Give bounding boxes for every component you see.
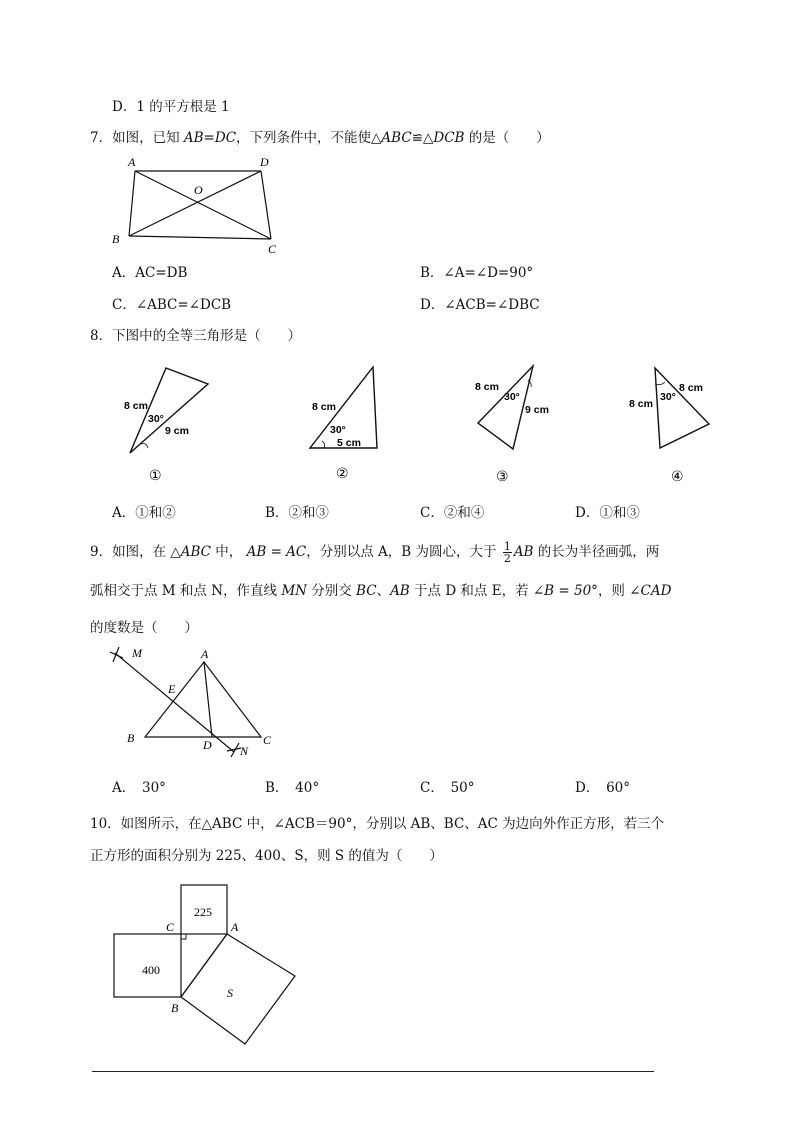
q7-option-c: C．∠ABC=∠DCB (112, 297, 232, 313)
q9-label-c: C (263, 733, 272, 747)
q9-stem-line2: 弧相交于点 M 和点 N，作直线 MN 分别交 BC、AB 于点 D 和点 E，若 ∠B = 50°，则 ∠CAD (90, 583, 672, 599)
q8-fig4-side-b: 8 cm (679, 382, 703, 394)
q8-fig3-side-a: 8 cm (475, 381, 499, 393)
q8-fig2-side-a: 8 cm (312, 401, 336, 413)
q10-stem-line2: 正方形的面积分别为 225、400、S，则 S 的值为（ ） (90, 848, 443, 864)
q10-figure (108, 880, 308, 1050)
q8-fig4-angle: 30° (660, 391, 676, 403)
q10-label-b: B (171, 1001, 179, 1015)
q9-label-b: B (127, 731, 135, 745)
q8-fig2-side-b: 5 cm (337, 437, 361, 449)
q8-option-d: D．①和③ (575, 505, 640, 521)
q8-fig3-side-b: 9 cm (525, 404, 549, 416)
q7-stem: 7．如图，已知 AB=DC，下列条件中，不能使△ABC≌△DCB 的是（ ） (90, 130, 550, 146)
q9-figure (105, 645, 295, 770)
q7-figure (108, 155, 298, 260)
q8-fig1-angle: 30° (148, 413, 164, 425)
q9-stem-line3: 的度数是（ ） (90, 620, 198, 636)
q7-label-c: C (268, 242, 277, 256)
q7-label-o: O (194, 183, 203, 197)
q10-square-big-label: S (227, 986, 233, 1000)
q8-figure-3 (470, 362, 570, 487)
q7-label-d: D (260, 155, 269, 169)
q9-fraction: $\frac{1}{2}$ (503, 540, 511, 565)
q8-option-b: B．②和③ (265, 505, 329, 521)
q9-label-n: N (240, 744, 249, 758)
footer-divider (92, 1071, 654, 1072)
q8-fig3-angle: 30° (504, 391, 520, 403)
q7-option-d: D．∠ACB=∠DBC (420, 297, 540, 313)
q8-fig1-number: ① (149, 468, 162, 484)
q7-option-b: B．∠A=∠D=90° (420, 265, 534, 281)
q10-square-small-label: 225 (194, 905, 212, 919)
q8-stem: 8．下图中的全等三角形是（ ） (90, 328, 302, 344)
q6-option-d: D．1 的平方根是 1 (112, 99, 230, 115)
q8-fig4-side-a: 8 cm (629, 398, 653, 410)
q9-option-d: D． 60° (575, 780, 631, 796)
q8-option-a: A．①和② (112, 505, 176, 521)
q7-label-a: A (128, 155, 136, 169)
q8-fig3-number: ③ (496, 469, 509, 485)
q9-option-a: A． 30° (112, 780, 166, 796)
q9-stem-line1: 9．如图，在 △ABC 中， AB = AC，分别以点 A，B 为圆心，大于 $\frac{1}{2}$ AB 的长为半径画弧，两 (90, 540, 660, 565)
q8-figure-4 (625, 362, 725, 487)
q7-label-b: B (112, 232, 120, 246)
q10-label-a: A (231, 920, 239, 934)
q9-label-d: D (203, 738, 212, 752)
q8-fig2-angle: 30° (330, 424, 346, 436)
q9-label-e: E (168, 682, 176, 696)
q8-figure-1 (118, 362, 218, 487)
q8-fig1-side-b: 9 cm (165, 425, 189, 437)
q10-stem-line1: 10．如图所示，在△ABC 中，∠ACB＝90°，分别以 AB、BC、AC 为边向外作正方形，若三个 (90, 816, 665, 832)
q8-fig4-number: ④ (671, 469, 684, 485)
q10-square-left-label: 400 (142, 963, 160, 977)
q9-label-m: M (132, 646, 142, 660)
q7-option-a: A．AC=DB (112, 265, 188, 281)
q8-fig2-number: ② (336, 466, 349, 482)
q10-label-c: C (166, 920, 175, 934)
q8-figure-2 (305, 362, 405, 487)
q9-label-a: A (201, 647, 209, 661)
q8-fig1-side-a: 8 cm (124, 400, 148, 412)
q9-option-c: C． 50° (420, 780, 475, 796)
q9-option-b: B． 40° (265, 780, 320, 796)
q8-option-c: C．②和④ (420, 505, 485, 521)
